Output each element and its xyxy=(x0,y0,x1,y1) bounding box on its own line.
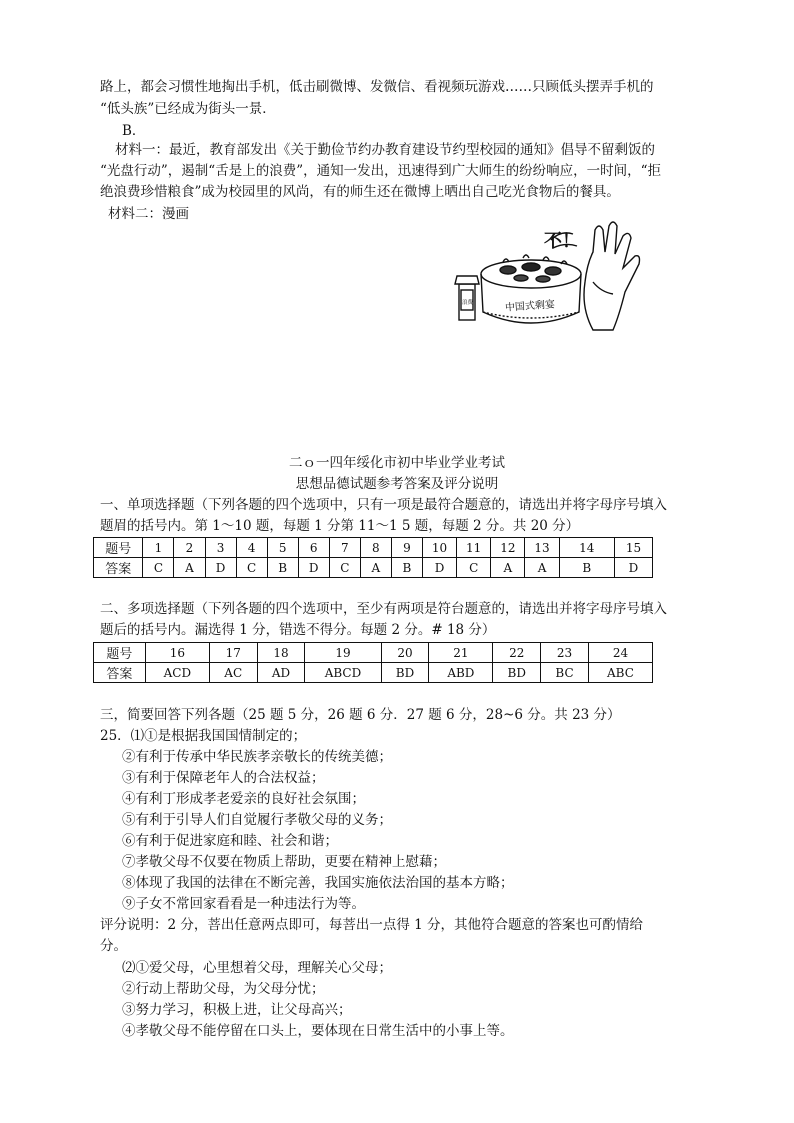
table-cell: 3 xyxy=(205,538,236,558)
table-cell: 19 xyxy=(305,643,381,663)
list-item: ⑥有利于促进家庭和睦、社会和谐； xyxy=(122,833,338,849)
table-cell: 题号 xyxy=(94,538,143,558)
text-line: 材料一：最近，教育部发出《关于勤俭节约办教育建设节约型校园的通知》倡导不留剩饭的 xyxy=(115,142,655,158)
table-row xyxy=(94,643,653,663)
table-cell: D xyxy=(422,558,456,578)
table-cell: ACD xyxy=(145,663,209,683)
table-cell: 2 xyxy=(174,538,205,558)
text-line: 路上，都会习惯性地掏出手机，低击刷微博、发微信、看视频玩游戏……只顾低头摆弄手机的 xyxy=(100,79,654,95)
table-cell: 7 xyxy=(329,538,360,558)
table-cell: 10 xyxy=(422,538,456,558)
table-cell: 4 xyxy=(236,538,267,558)
text-line: B． xyxy=(122,123,146,139)
page-subtitle: 思想品德试题参考答案及评分说明 xyxy=(295,476,499,492)
table-cell: D xyxy=(298,558,329,578)
table-cell: C xyxy=(329,558,360,578)
list-item: ⑤有利于引导人们自觉履行孝敬父母的义务； xyxy=(122,812,392,828)
table-cell: 5 xyxy=(267,538,298,558)
table-label: 中国式剩宴 xyxy=(504,299,556,314)
text-line: “光盘行动”，遏制“舌是上的浪费”，通知一发出，迅速得到广大师生的纷纷响应，一时间，“拒 xyxy=(100,163,662,179)
bin-label: 浪费 xyxy=(462,300,474,306)
table-row xyxy=(94,538,653,558)
answer-table-single xyxy=(93,537,653,578)
page-title: 二ｏ一四年绥化市初中毕业学业考试 xyxy=(289,455,505,471)
table-cell: A xyxy=(491,558,525,578)
text-line: 题眉的括号内。第 1～10 题，每题 1 分第 11～1 5 题，每题 2 分。共 20 分） xyxy=(100,518,580,534)
table-cell: C xyxy=(236,558,267,578)
table-cell: 13 xyxy=(525,538,559,558)
section-heading: 三，简要回答下列各题（25 题 5 分，26 题 6 分．27 题 6 分，28~6 分。共 23 分） xyxy=(100,707,621,723)
table-cell: 21 xyxy=(429,643,493,663)
table-cell: A xyxy=(174,558,205,578)
table-cell: C xyxy=(143,558,174,578)
table-cell: 18 xyxy=(257,643,305,663)
table-cell: 17 xyxy=(209,643,257,663)
cartoon-illustration xyxy=(443,212,643,340)
text-line: 25．⑴①是根据我国国情制定的； xyxy=(100,728,307,744)
table-cell: A xyxy=(525,558,559,578)
answer-table-multiple xyxy=(93,642,653,683)
table-cell: 答案 xyxy=(94,558,143,578)
table-cell: 14 xyxy=(559,538,614,558)
list-item: ④有利丁形成孝老爱亲的良好社会氛围； xyxy=(122,791,365,807)
list-item: ③努力学习，积极上进，让父母高兴； xyxy=(122,1002,352,1018)
text-line: ⑵①爱父母，心里想着父母，理解关心父母； xyxy=(122,960,392,976)
table-cell: 24 xyxy=(588,643,652,663)
table-cell: 6 xyxy=(298,538,329,558)
table-cell: C xyxy=(457,558,491,578)
list-item: ⑧体现了我国的法律在不断完善，我国实施依法治国的基本方略； xyxy=(122,875,514,891)
table-cell: 20 xyxy=(381,643,429,663)
table-cell: 1 xyxy=(143,538,174,558)
table-cell: BD xyxy=(381,663,429,683)
table-cell: 22 xyxy=(493,643,541,663)
table-cell: B xyxy=(559,558,614,578)
table-cell: 12 xyxy=(491,538,525,558)
section-heading: 二、多项选择题（下列各题的四个选项中，至少有两项是符台题意的，请选出并将字母序号填入 xyxy=(100,601,667,617)
table-cell: B xyxy=(267,558,298,578)
table-cell: 9 xyxy=(391,538,422,558)
table-cell: 8 xyxy=(360,538,391,558)
table-cell: B xyxy=(391,558,422,578)
table-cell: 答案 xyxy=(94,663,146,683)
table-cell: 15 xyxy=(614,538,652,558)
list-item: ⑨子女不常回家看看是一种违法行为等。 xyxy=(122,896,365,912)
table-cell: ABC xyxy=(588,663,652,683)
table-cell: 题号 xyxy=(94,643,146,663)
text-line: 绝浪费珍惜粮食”成为校园里的风尚，有的师生还在微博上晒出自己吃光食物后的餐具。 xyxy=(100,184,620,200)
table-cell: 11 xyxy=(457,538,491,558)
table-row xyxy=(94,558,653,578)
table-cell: BC xyxy=(541,663,589,683)
list-item: ③有利于保障老年人的合法权益； xyxy=(122,770,325,786)
table-row xyxy=(94,663,653,683)
table-cell: BD xyxy=(493,663,541,683)
section-heading: 一、单项选择题（下列各题的四个选项中，只有一项是最符合题意的，请选出并将字母序号填入 xyxy=(100,497,667,513)
speech-text: 不！ xyxy=(544,231,580,252)
table-cell: AD xyxy=(257,663,305,683)
text-line: 材料二：漫画 xyxy=(108,206,189,222)
table-cell: D xyxy=(614,558,652,578)
table-cell: D xyxy=(205,558,236,578)
table-cell: ABCD xyxy=(305,663,381,683)
list-item: ②有利于传承中华民族孝亲敬长的传统美德； xyxy=(122,749,392,765)
text-line: 分。 xyxy=(100,938,127,954)
table-cell: 23 xyxy=(541,643,589,663)
table-cell: 16 xyxy=(145,643,209,663)
list-item: ②行动上帮助父母，为父母分忧； xyxy=(122,981,325,997)
text-line: 评分说明：2 分，菩出任意两点即可，每菩出一点得 1 分，其他符合题意的答案也可酌情给 xyxy=(100,917,644,933)
table-cell: A xyxy=(360,558,391,578)
text-line: “低头族”已经成为街头一景． xyxy=(100,101,276,117)
table-cell: AC xyxy=(209,663,257,683)
table-cell: ABD xyxy=(429,663,493,683)
list-item: ④孝敬父母不能停留在口头上，要体现在日常生活中的小事上等。 xyxy=(122,1023,514,1039)
text-line: 题后的括号内。漏选得 1 分，错选不得分。每题 2 分。# 18 分） xyxy=(100,622,496,638)
list-item: ⑦孝敬父母不仅要在物质上帮助，更要在精神上慰藉； xyxy=(122,854,446,870)
